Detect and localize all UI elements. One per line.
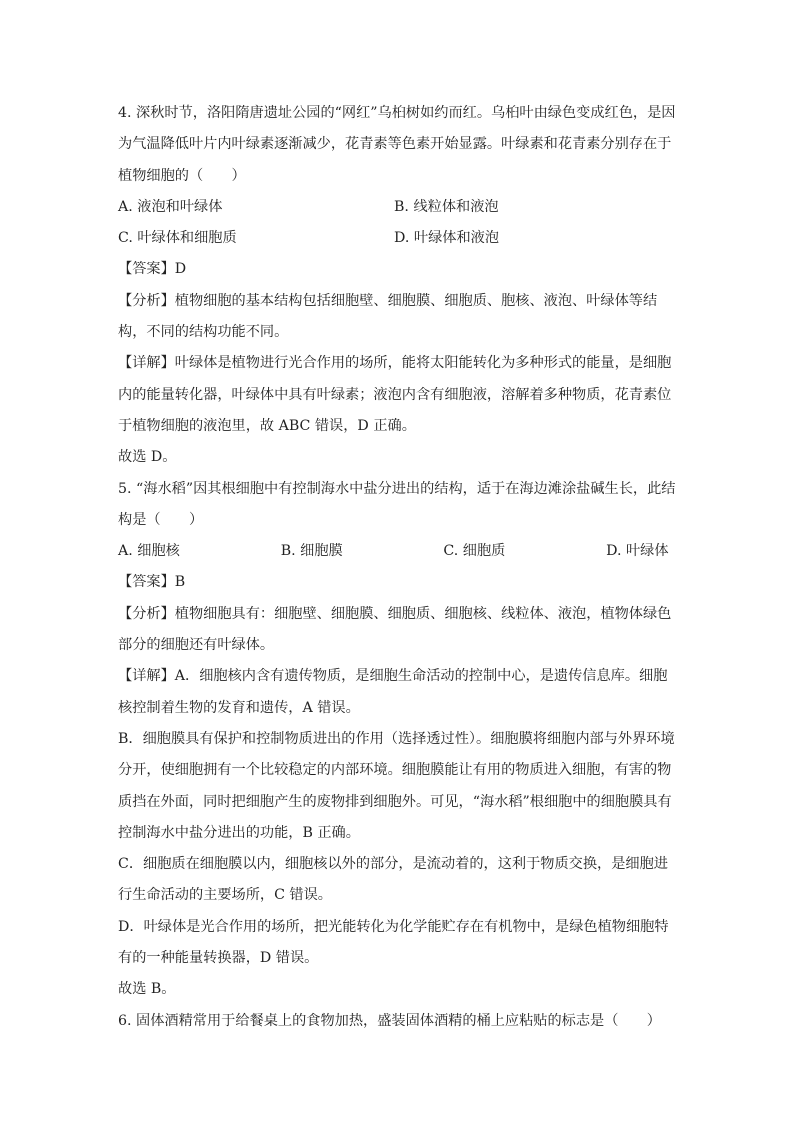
detail-text: 叶绿体是植物进行光合作用的场所，能将太阳能转化为多种形式的能量，是细胞 (174, 355, 672, 372)
question-5-option-b: B. 细胞膜 (280, 543, 343, 560)
question-5-analysis-line-2: 部分的细胞还有叶绿体。 (118, 637, 275, 654)
question-4-option-a: A. 液泡和叶绿体 (118, 198, 223, 215)
analysis-text: 植物细胞的基本结构包括细胞壁、细胞膜、细胞质、胞核、液泡、叶绿体等结 (174, 292, 658, 309)
question-5-option-d: D. 叶绿体 (606, 543, 669, 560)
question-5-detail-line-4: 分开，使细胞拥有一个比较稳定的内部环境。细胞膜能让有用的物质进入细胞，有害的物 (118, 762, 672, 779)
question-4-detail-line-3: 于植物细胞的液泡里，故 ABC 错误，D 正确。 (118, 417, 416, 434)
question-5 (118, 474, 676, 1006)
question-4-detail-line-1 (118, 348, 670, 379)
question-6-stem-line-1: 6. 固体酒精常用于给餐桌上的食物加热，盛装固体酒精的桶上应粘贴的标志是（ ） (118, 1012, 661, 1029)
question-4-detail-line-2: 内的能量转化器，叶绿体中具有叶绿素；液泡内含有细胞液，溶解着多种物质，花青素位 (118, 386, 672, 403)
question-4-option-d: D. 叶绿体和液泡 (394, 230, 500, 247)
question-5-detail-line-1 (118, 661, 670, 692)
answer-tag: 【答案】 (118, 261, 175, 278)
answer-value: D (174, 261, 187, 278)
question-4-stem-line-2: 为气温降低叶片内叶绿素逐渐减少，花青素等色素开始显露。叶绿素和花青素分别存在于 (118, 136, 672, 153)
question-5-detail-line-10: 有的一种能量转换器，D 错误。 (118, 950, 319, 967)
analysis-text: 植物细胞具有：细胞壁、细胞膜、细胞质、细胞核、线粒体、液泡，植物体绿色 (174, 605, 672, 622)
question-5-detail-line-2: 核控制着生物的发育和遗传，A 错误。 (118, 699, 360, 716)
detail-tag: 【详解】 (118, 355, 175, 372)
question-4-stem-line-1: 4. 深秋时节，洛阳隋唐遗址公园的“网红”乌桕树如约而红。乌桕叶由绿色变成红色，是因 (118, 105, 676, 121)
question-6 (118, 1006, 670, 1037)
question-4-options-row-2 (118, 223, 670, 254)
analysis-tag: 【分析】 (118, 605, 175, 622)
question-5-options (118, 536, 670, 567)
question-5-detail-line-6: 控制海水中盐分进出的功能，B 正确。 (118, 824, 360, 841)
detail-tag: 【详解】 (118, 668, 175, 685)
question-4-option-c: C. 叶绿体和细胞质 (118, 230, 237, 247)
question-5-detail-line-9: D．叶绿体是光合作用的场所，把光能转化为化学能贮存在有机物中，是绿色植物细胞特 (118, 918, 669, 935)
question-5-detail-line-5: 质挡在外面，同时把细胞产生的废物排到细胞外。可见，“海水稻”根细胞中的细胞膜具有 (118, 793, 672, 810)
answer-value: B (174, 574, 186, 591)
question-5-detail-line-8: 行生命活动的主要场所，C 错误。 (118, 887, 332, 904)
question-4-analysis-line-2: 构，不同的结构功能不同。 (118, 324, 289, 341)
answer-tag: 【答案】 (118, 574, 175, 591)
question-5-option-c: C. 细胞质 (443, 543, 506, 560)
question-5-stem-line-1: 5. “海水稻”因其根细胞中有控制海水中盐分进出的结构，适于在海边滩涂盐碱生长，此结 (118, 480, 676, 497)
question-4-option-b: B. 线粒体和液泡 (394, 198, 499, 215)
question-4-analysis-line-1 (118, 286, 670, 317)
question-4 (118, 98, 676, 474)
analysis-tag: 【分析】 (118, 292, 175, 309)
question-5-detail-line-3: B．细胞膜具有保护和控制物质进出的作用（选择透过性）。细胞膜将细胞内部与外界环境 (118, 730, 675, 747)
question-4-options-row-1 (118, 192, 670, 223)
question-5-analysis-line-1 (118, 599, 670, 630)
question-5-conclusion: 故选 B。 (118, 981, 176, 998)
question-5-detail-line-7: C．细胞质在细胞膜以内，细胞核以外的部分，是流动着的，这利于物质交换，是细胞进 (118, 856, 668, 873)
question-5-option-a: A. 细胞核 (118, 543, 180, 560)
question-4-stem-line-3: 植物细胞的（ ） (118, 167, 246, 184)
detail-text: A．细胞核内含有遗传物质，是细胞生命活动的控制中心，是遗传信息库。细胞 (174, 668, 668, 685)
question-4-conclusion: 故选 D。 (118, 449, 177, 466)
question-5-stem-line-2: 构是（ ） (118, 511, 204, 528)
question-4-answer (118, 254, 670, 285)
question-5-answer (118, 567, 670, 598)
document-page (118, 98, 676, 1037)
